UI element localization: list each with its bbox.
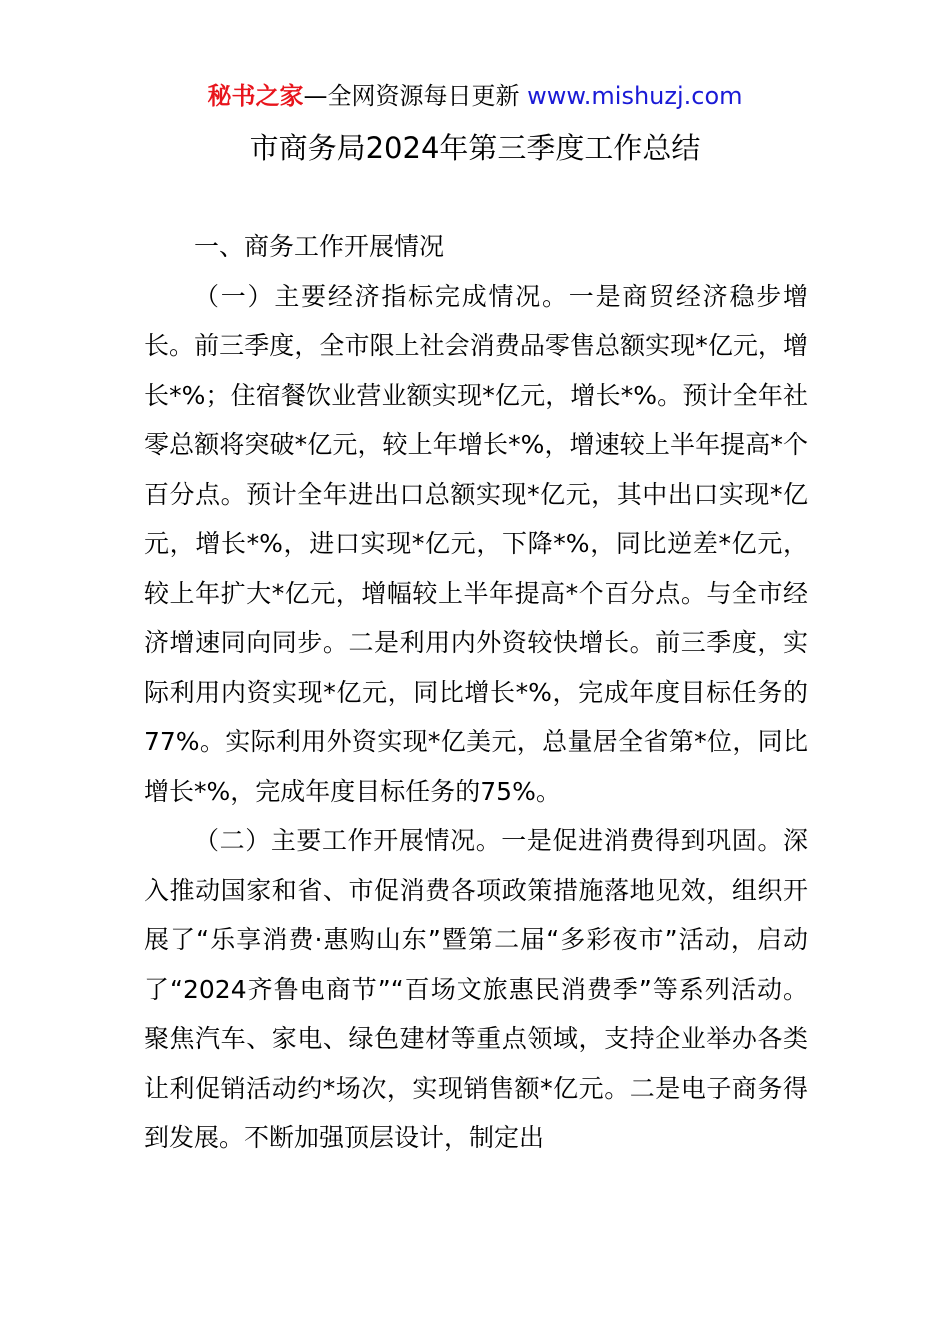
body-paragraph-1: （一）主要经济指标完成情况。一是商贸经济稳步增长。前三季度，全市限上社会消费品零售总额实现*亿元，增长*%；住宿餐饮业营业额实现*亿元，增长*%。预计全年社零总额将突破*亿元，较上年增长*%，增速较上半年提高*个百分点。预计全年进出口总额实现*亿元，其中出口实现*亿元，增长*%，进口实现*亿元，下降*%，同比逆差*亿元，较上年扩大*亿元，增幅较上半年提高*个百分点。与全市经济增速同向同步。二是利用内外资较快增长。前三季度，实际利用内资实现*亿元，同比增长*%，完成年度目标任务的77%。实际利用外资实现*亿美元，总量居全省第*位，同比增长*%，完成年度目标任务的75%。 (144, 281, 808, 806)
brand-name: 秘书之家 (207, 82, 304, 110)
site-header (0, 80, 950, 112)
section-heading: 一、商务工作开展情况 (194, 232, 445, 261)
site-url-link[interactable]: www.mishuzj.com (527, 82, 743, 110)
document-body (144, 222, 808, 1163)
document-title: 市商务局2024年第三季度工作总结 (249, 131, 701, 165)
body-paragraph-2: （二）主要工作开展情况。一是促进消费得到巩固。深入推动国家和省、市促消费各项政策措施落地见效，组织开展了“乐享消费·惠购山东”暨第二届“多彩夜市”活动，启动了“2024齐鲁电商节”“百场文旅惠民消费季”等系列活动。聚焦汽车、家电、绿色建材等重点领域，支持企业举办各类让利促销活动约*场次，实现销售额*亿元。二是电子商务得到发展。不断加强顶层设计，制定出 (144, 826, 808, 1152)
header-tagline: —全网资源每日更新 (303, 82, 528, 110)
